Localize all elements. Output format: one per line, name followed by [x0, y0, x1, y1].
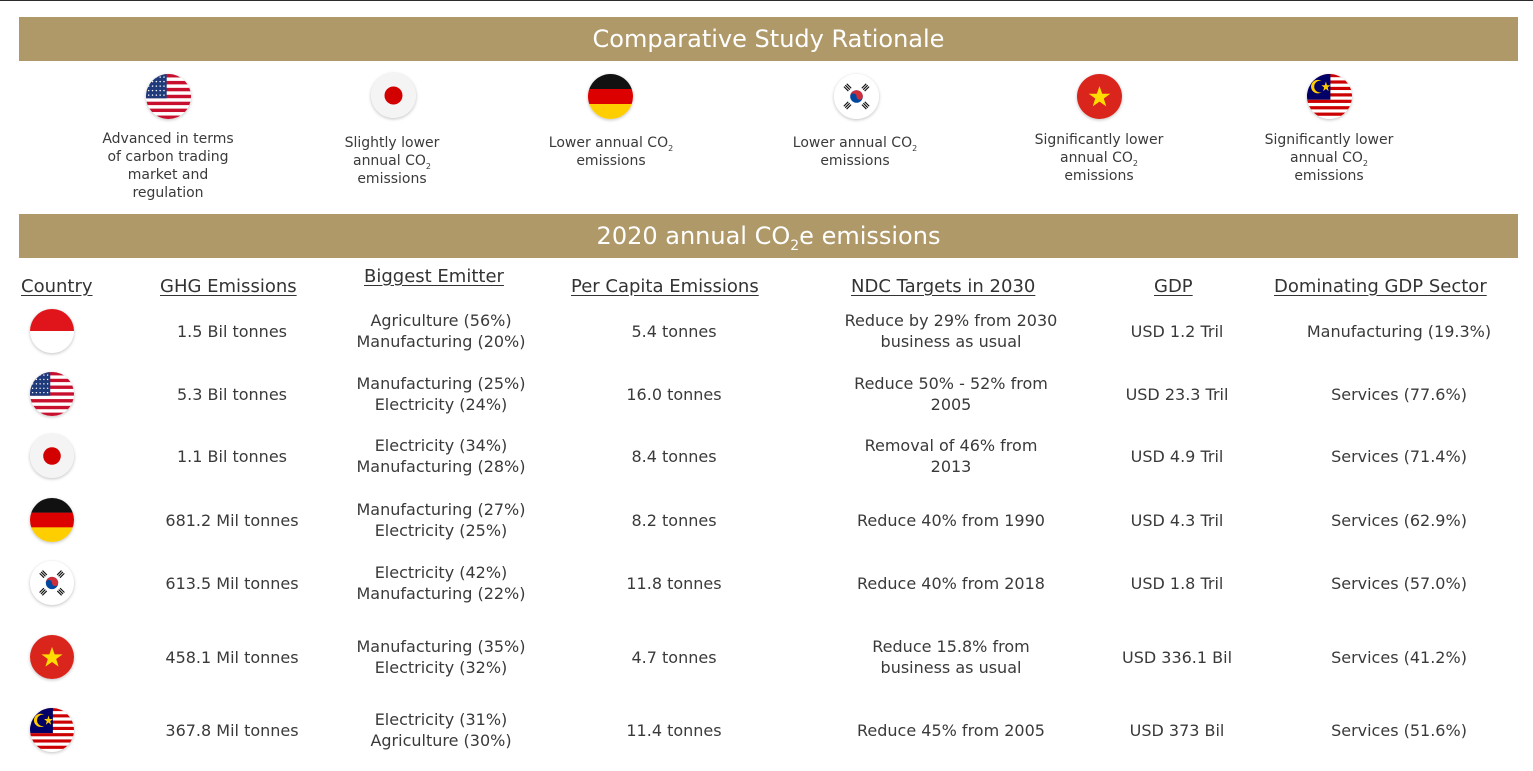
usa-flag-icon — [146, 74, 191, 119]
cell-biggest-emitter-line: Manufacturing (20%) — [356, 332, 526, 351]
header-per-capita: Per Capita Emissions — [571, 276, 759, 297]
cell-per-capita — [524, 647, 824, 668]
vietnam-flag-icon — [1077, 74, 1122, 119]
germany-flag-icon — [588, 74, 633, 119]
cell-ndc-target-line: Reduce 50% - 52% from — [854, 374, 1048, 393]
rationale-caption-korea: Lower annual $CO_2$ emissions — [792, 135, 918, 169]
germany-flag-icon — [30, 498, 74, 542]
cell-dominating-sector-line: Services (77.6%) — [1331, 384, 1467, 404]
header-country: Country — [21, 276, 93, 297]
malaysia-flag-icon — [1307, 74, 1352, 119]
malaysia-flag-icon — [30, 708, 74, 752]
cell-ghg-line: 367.8 Mil tonnes — [165, 720, 299, 740]
section-title-pre: 2020 annual CO — [596, 222, 791, 250]
cell-dominating-sector — [1249, 573, 1533, 594]
cell-biggest-emitter-line: Manufacturing (35%) — [356, 637, 526, 656]
south-korea-flag-icon — [834, 74, 879, 119]
cell-ndc-target-line: Reduce 15.8% from — [872, 637, 1030, 656]
cell-per-capita — [524, 321, 824, 342]
cell-per-capita — [524, 384, 824, 405]
cell-dominating-sector — [1249, 647, 1533, 668]
section-title-sub: 2 — [790, 238, 800, 254]
cell-per-capita-line: 11.4 tonnes — [626, 720, 722, 740]
cell-ndc-target-line: Removal of 46% from — [864, 436, 1038, 455]
cell-ndc-target-line: Reduce 40% from 2018 — [857, 573, 1045, 593]
cell-ghg-line: 458.1 Mil tonnes — [165, 647, 299, 667]
vietnam-flag-icon — [30, 635, 74, 679]
cell-gdp-line: USD 4.9 Tril — [1130, 446, 1224, 466]
cell-biggest-emitter-line: Manufacturing (28%) — [356, 457, 526, 476]
cell-dominating-sector-line: Manufacturing (19.3%) — [1306, 321, 1492, 341]
cell-biggest-emitter-line: Agriculture (30%) — [370, 731, 512, 750]
cell-gdp-line: USD 4.3 Tril — [1130, 510, 1224, 530]
japan-flag-icon — [371, 73, 416, 118]
cell-per-capita — [524, 510, 824, 531]
rationale-caption-japan: Slightly lower annual $CO_2$ emissions — [344, 135, 440, 187]
section-banner-emissions — [19, 214, 1518, 258]
cell-dominating-sector — [1249, 510, 1533, 531]
section-title: Comparative Study Rationale — [592, 25, 945, 53]
cell-ndc-target-line: Reduce by 29% from 2030 — [844, 311, 1058, 330]
section-title-post: e emissions — [799, 222, 941, 250]
header-gdp: GDP — [1154, 276, 1193, 297]
header-ghg-emissions: GHG Emissions — [160, 276, 297, 297]
cell-biggest-emitter-line: Manufacturing (22%) — [356, 584, 526, 603]
cell-biggest-emitter-line: Electricity (25%) — [374, 521, 508, 540]
cell-per-capita-line: 8.2 tonnes — [631, 510, 717, 530]
cell-ghg-line: 1.5 Bil tonnes — [176, 321, 287, 341]
cell-dominating-sector-line: Services (71.4%) — [1331, 446, 1467, 466]
cell-ndc-target-line: Reduce 40% from 1990 — [857, 510, 1045, 530]
header-biggest-emitter: Biggest Emitter — [364, 266, 504, 287]
cell-ndc-target-line: 2005 — [930, 395, 972, 414]
rationale-caption-germany: Lower annual $CO_2$ emissions — [548, 135, 674, 169]
cell-per-capita — [524, 573, 824, 594]
cell-gdp-line: USD 336.1 Bil — [1121, 647, 1233, 667]
cell-biggest-emitter-line: Electricity (42%) — [374, 563, 508, 582]
cell-dominating-sector-line: Services (41.2%) — [1331, 647, 1467, 667]
cell-ndc-target-line: business as usual — [880, 332, 1022, 351]
cell-biggest-emitter-line: Manufacturing (25%) — [356, 374, 526, 393]
cell-per-capita-line: 4.7 tonnes — [631, 647, 717, 667]
cell-dominating-sector-line: Services (57.0%) — [1331, 573, 1467, 593]
cell-gdp-line: USD 1.2 Tril — [1130, 321, 1224, 341]
south-korea-flag-icon — [30, 561, 74, 605]
header-dominating-sector: Dominating GDP Sector — [1274, 276, 1487, 297]
cell-biggest-emitter-line: Electricity (24%) — [374, 395, 508, 414]
cell-per-capita-line: 16.0 tonnes — [626, 384, 722, 404]
cell-ndc-target-line: 2013 — [930, 457, 972, 476]
cell-dominating-sector — [1249, 720, 1533, 741]
cell-ghg-line: 613.5 Mil tonnes — [165, 573, 299, 593]
cell-dominating-sector — [1249, 384, 1533, 405]
rationale-caption-vietnam: Significantly lower annual $CO_2$ emissions — [1034, 132, 1164, 184]
cell-ghg-line: 5.3 Bil tonnes — [176, 384, 287, 404]
cell-biggest-emitter-line: Manufacturing (27%) — [356, 500, 526, 519]
cell-dominating-sector-line: Services (62.9%) — [1331, 510, 1467, 530]
cell-per-capita — [524, 720, 824, 741]
cell-dominating-sector-line: Services (51.6%) — [1331, 720, 1467, 740]
japan-flag-icon — [30, 434, 74, 478]
cell-per-capita-line: 11.8 tonnes — [626, 573, 722, 593]
cell-ghg-line: 1.1 Bil tonnes — [176, 446, 287, 466]
rationale-caption-usa: Advanced in terms of carbon trading market and regulation — [102, 131, 234, 201]
cell-biggest-emitter-line: Electricity (32%) — [374, 658, 508, 677]
cell-ndc-target-line: Reduce 45% from 2005 — [857, 720, 1045, 740]
cell-biggest-emitter-line: Electricity (34%) — [374, 436, 508, 455]
cell-dominating-sector — [1249, 321, 1533, 342]
header-ndc-targets: NDC Targets in 2030 — [851, 276, 1036, 297]
rationale-caption-malaysia: Significantly lower annual $CO_2$ emissions — [1264, 132, 1394, 184]
cell-biggest-emitter-line: Agriculture (56%) — [370, 311, 512, 330]
usa-flag-icon — [30, 372, 74, 416]
cell-gdp-line: USD 373 Bil — [1129, 720, 1225, 740]
section-banner-rationale — [19, 17, 1518, 61]
top-border — [0, 0, 1533, 1]
cell-dominating-sector — [1249, 446, 1533, 467]
cell-gdp-line: USD 23.3 Tril — [1125, 384, 1229, 404]
cell-ndc-target-line: business as usual — [880, 658, 1022, 677]
cell-per-capita-line: 5.4 tonnes — [631, 321, 717, 341]
cell-ghg-line: 681.2 Mil tonnes — [165, 510, 299, 530]
indonesia-flag-icon — [30, 309, 74, 353]
cell-per-capita-line: 8.4 tonnes — [631, 446, 717, 466]
cell-gdp-line: USD 1.8 Tril — [1130, 573, 1224, 593]
cell-per-capita — [524, 446, 824, 467]
cell-biggest-emitter-line: Electricity (31%) — [374, 710, 508, 729]
